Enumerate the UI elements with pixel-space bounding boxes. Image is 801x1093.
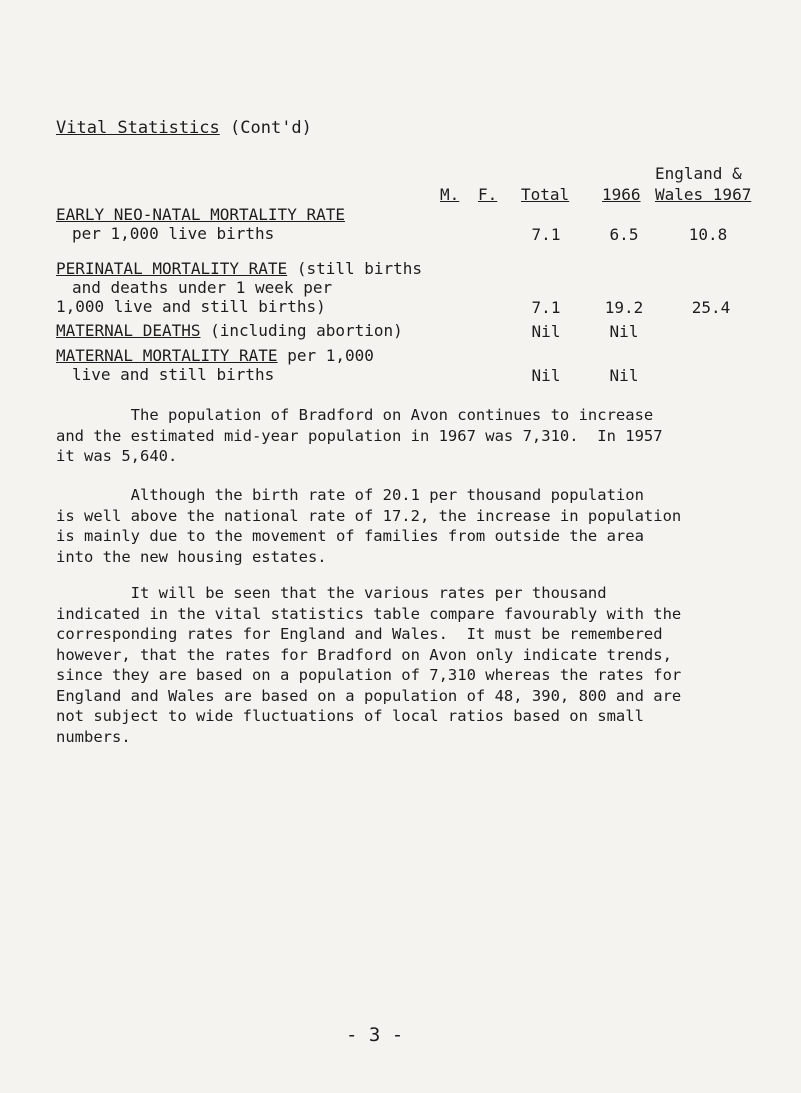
title-suffix: (Cont'd) <box>230 118 312 138</box>
row-perinatal-rest-1: and deaths under 1 week per <box>72 278 333 297</box>
row-early-neonatal-1966: 6.5 <box>609 225 639 244</box>
row-maternal-mortality-total: Nil <box>531 366 561 385</box>
row-perinatal-total: 7.1 <box>531 298 561 317</box>
row-perinatal-rest-2: 1,000 live and still births) <box>56 297 326 316</box>
paragraph-birth-rate: Although the birth rate of 20.1 per thousand population is well above the national rate of 17.2, the increase in population is mainly due to the movement of families from outside the area into the new housing estates. <box>56 486 682 566</box>
paragraph-rates-comparison: It will be seen that the various rates per thousand indicated in the vital statistics table compare favourably with the corresponding rates for England and Wales. It must be remembered however, that the rates for Bradford on Avon only indicate trends, since they are based on a population of 7,310 whereas the rates for England and Wales are based on a population of 48, 390, 800 and are not subject to wide fluctuations of local ratios based on small numbers. <box>56 584 682 746</box>
header-england-wales-line1: England & <box>655 164 742 183</box>
row-early-neonatal-rest: per 1,000 live births <box>72 224 275 243</box>
header-england-wales-line2: Wales 1967 <box>655 185 752 204</box>
title-main: Vital Statistics <box>56 118 220 138</box>
row-early-neonatal-ew1967: 10.8 <box>688 225 728 244</box>
row-early-neonatal-total: 7.1 <box>531 225 561 244</box>
row-perinatal-title: PERINATAL MORTALITY RATE (still births <box>56 259 423 278</box>
header-total: Total <box>521 185 570 204</box>
page-title <box>56 118 312 138</box>
row-perinatal-ew1967: 25.4 <box>691 298 731 317</box>
row-maternal-deaths-title: MATERNAL DEATHS (including abortion) <box>56 321 403 340</box>
row-early-neonatal-title: EARLY NEO-NATAL MORTALITY RATE <box>56 205 345 224</box>
row-maternal-mortality-title: MATERNAL MORTALITY RATE per 1,000 <box>56 346 374 365</box>
paragraph-population: The population of Bradford on Avon continues to increase and the estimated mid-year population in 1967 was 7,310. In 1957 it was 5,640. <box>56 406 663 465</box>
row-perinatal-1966: 19.2 <box>604 298 644 317</box>
row-maternal-mortality-rest: live and still births <box>72 365 275 384</box>
header-1966: 1966 <box>602 185 641 204</box>
row-maternal-deaths-total: Nil <box>531 322 561 341</box>
header-m: M. <box>440 185 460 204</box>
page-number: - 3 - <box>346 1024 404 1046</box>
row-maternal-deaths-1966: Nil <box>609 322 639 341</box>
row-maternal-mortality-1966: Nil <box>609 366 639 385</box>
header-f: F. <box>478 185 498 204</box>
